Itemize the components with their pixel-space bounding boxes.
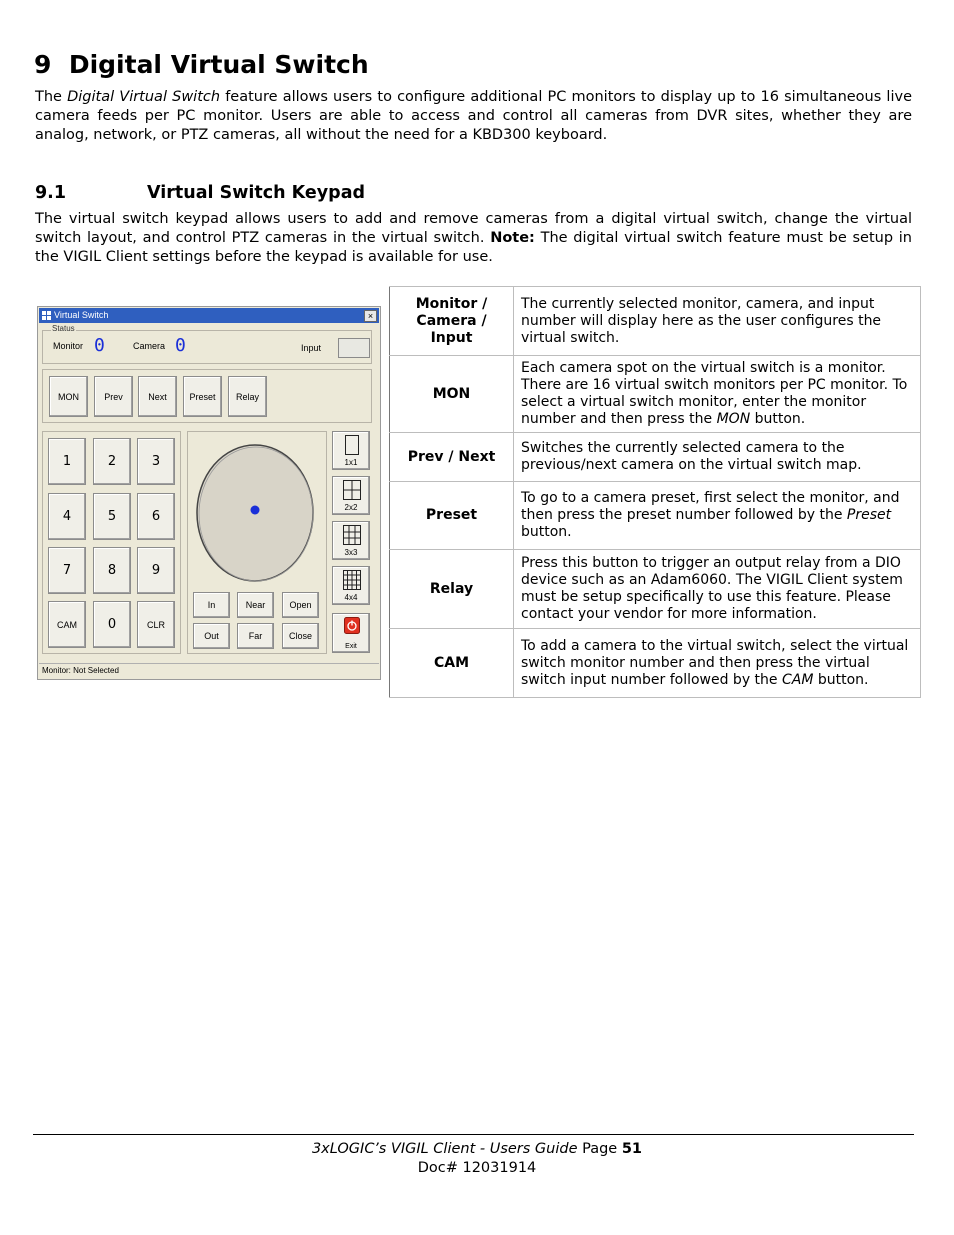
intro-paragraph: The Digital Virtual Switch feature allows users to configure additional PC monitors to display up to 16 simultaneous live camera feeds per PC monitor. Users are able to access and control all cameras from DVR sites, whether they are analog, network, or PTZ cameras, all without the need for a KBD300 keyboard. [35, 89, 912, 143]
page-number: 51 [621, 1141, 643, 1157]
monitor-value: 0 [94, 335, 105, 356]
grid-app-icon [42, 311, 51, 320]
layout-1x1-icon [345, 435, 359, 455]
exit-button[interactable] [332, 613, 370, 653]
close-button[interactable]: × [364, 310, 377, 322]
status-group-label: Status [52, 324, 75, 333]
section-number: 9.1 [35, 183, 67, 203]
monitor-label: Monitor [53, 341, 84, 351]
mon-button[interactable]: MON [49, 376, 88, 417]
top-buttons-group [42, 369, 372, 423]
row-value: To go to a camera preset, first select the monitor, and then press the preset number followed by the Preset button. [514, 482, 921, 550]
row-value: Each camera spot on the virtual switch is a monitor. There are 16 virtual switch monitors per PC monitor. To select a virtual switch monitor, enter the monitor number and then press the MON button. [514, 356, 921, 433]
key-6[interactable]: 6 [137, 493, 175, 540]
next-button[interactable]: Next [138, 376, 177, 417]
row-key: MON [390, 356, 514, 433]
window-title: Virtual Switch [54, 310, 109, 320]
input-field[interactable] [338, 338, 370, 358]
layout-2x2-button[interactable] [332, 476, 370, 515]
zoom-in-button[interactable]: In [193, 592, 230, 618]
focus-near-button[interactable]: Near [237, 592, 274, 618]
key-1[interactable]: 1 [48, 438, 86, 485]
table-row [390, 356, 921, 433]
keypad-group [42, 431, 181, 654]
focus-far-button[interactable]: Far [237, 623, 274, 649]
table-row [390, 482, 921, 550]
heading-number: 9 [34, 50, 52, 79]
table-row [390, 433, 921, 482]
section-heading [35, 183, 365, 203]
exit-icon [344, 617, 360, 634]
key-5[interactable]: 5 [93, 493, 131, 540]
camera-label: Camera [133, 341, 166, 351]
note-label: Note: [490, 230, 535, 246]
exit-label: Exit [345, 643, 357, 650]
key-7[interactable]: 7 [48, 547, 86, 594]
input-label: Input [301, 343, 322, 353]
window-title-bar [39, 308, 379, 323]
relay-button[interactable]: Relay [228, 376, 267, 417]
row-key: CAM [390, 629, 514, 698]
key-3[interactable]: 3 [137, 438, 175, 485]
page-heading [34, 50, 369, 79]
layout-1x1-label: 1x1 [344, 458, 358, 467]
footer-title-line: 3xLOGIC’s VIGIL Client - Users Guide Page 51 [311, 1141, 643, 1157]
table-row [390, 550, 921, 629]
layout-3x3-button[interactable] [332, 521, 370, 560]
row-key: Monitor / Camera / Input [390, 287, 514, 356]
camera-value: 0 [175, 335, 186, 356]
intro-emphasis: Digital Virtual Switch [67, 89, 221, 105]
table-row [390, 629, 921, 698]
layout-2x2-label: 2x2 [344, 503, 358, 512]
heading-title: Digital Virtual Switch [68, 50, 369, 79]
zoom-out-button[interactable]: Out [193, 623, 230, 649]
ptz-joystick[interactable] [194, 442, 316, 584]
row-key: Prev / Next [390, 433, 514, 482]
layout-2x2-icon [343, 480, 361, 500]
key-4[interactable]: 4 [48, 493, 86, 540]
layout-4x4-label: 4x4 [344, 593, 358, 602]
prev-button[interactable]: Prev [94, 376, 133, 417]
footer-doc-title: 3xLOGIC’s VIGIL Client - Users Guide [311, 1141, 578, 1157]
key-2[interactable]: 2 [93, 438, 131, 485]
section-title: Virtual Switch Keypad [147, 183, 366, 203]
status-group [42, 324, 372, 364]
layout-3x3-label: 3x3 [344, 548, 358, 557]
table-row [390, 287, 921, 356]
cam-button[interactable]: CAM [48, 601, 86, 648]
row-value: Switches the currently selected camera to the previous/next camera on the virtual switch map. [514, 433, 921, 482]
ptz-group [187, 431, 327, 654]
row-value: To add a camera to the virtual switch, select the virtual switch monitor number and then press the virtual switch input number followed by the CAM button. [514, 629, 921, 698]
layout-4x4-button[interactable] [332, 566, 370, 605]
layout-4x4-icon [343, 570, 361, 590]
key-8[interactable]: 8 [93, 547, 131, 594]
keypad-description-table [389, 286, 921, 698]
key-0[interactable]: 0 [93, 601, 131, 648]
iris-open-button[interactable]: Open [282, 592, 319, 618]
layout-1x1-button[interactable] [332, 431, 370, 470]
row-key: Relay [390, 550, 514, 629]
virtual-switch-window [37, 306, 381, 680]
preset-button[interactable]: Preset [183, 376, 222, 417]
section-paragraph: The virtual switch keypad allows users to add and remove cameras from a digital virtual switch, change the virtual switch layout, and control PTZ cameras in the virtual switch. Note: The digital virtual switch feature must be setup in the VIGIL Client settings before the keypad is available for use. [35, 211, 912, 265]
row-key: Preset [390, 482, 514, 550]
iris-close-button[interactable]: Close [282, 623, 319, 649]
row-value: Press this button to trigger an output relay from a DIO device such as an Adam6060. The VIGIL Client system must be setup specifically to use this feature. Please contact your vendor for more information. [514, 550, 921, 629]
key-9[interactable]: 9 [137, 547, 175, 594]
footer-rule [33, 1134, 914, 1135]
layout-3x3-icon [343, 525, 361, 545]
row-value: The currently selected monitor, camera, and input number will display here as the user configures the virtual switch. [514, 287, 921, 356]
clr-button[interactable]: CLR [137, 601, 175, 648]
footer-doc-number: Doc# 12031914 [417, 1160, 537, 1176]
window-status-bar: Monitor: Not Selected [39, 663, 379, 678]
